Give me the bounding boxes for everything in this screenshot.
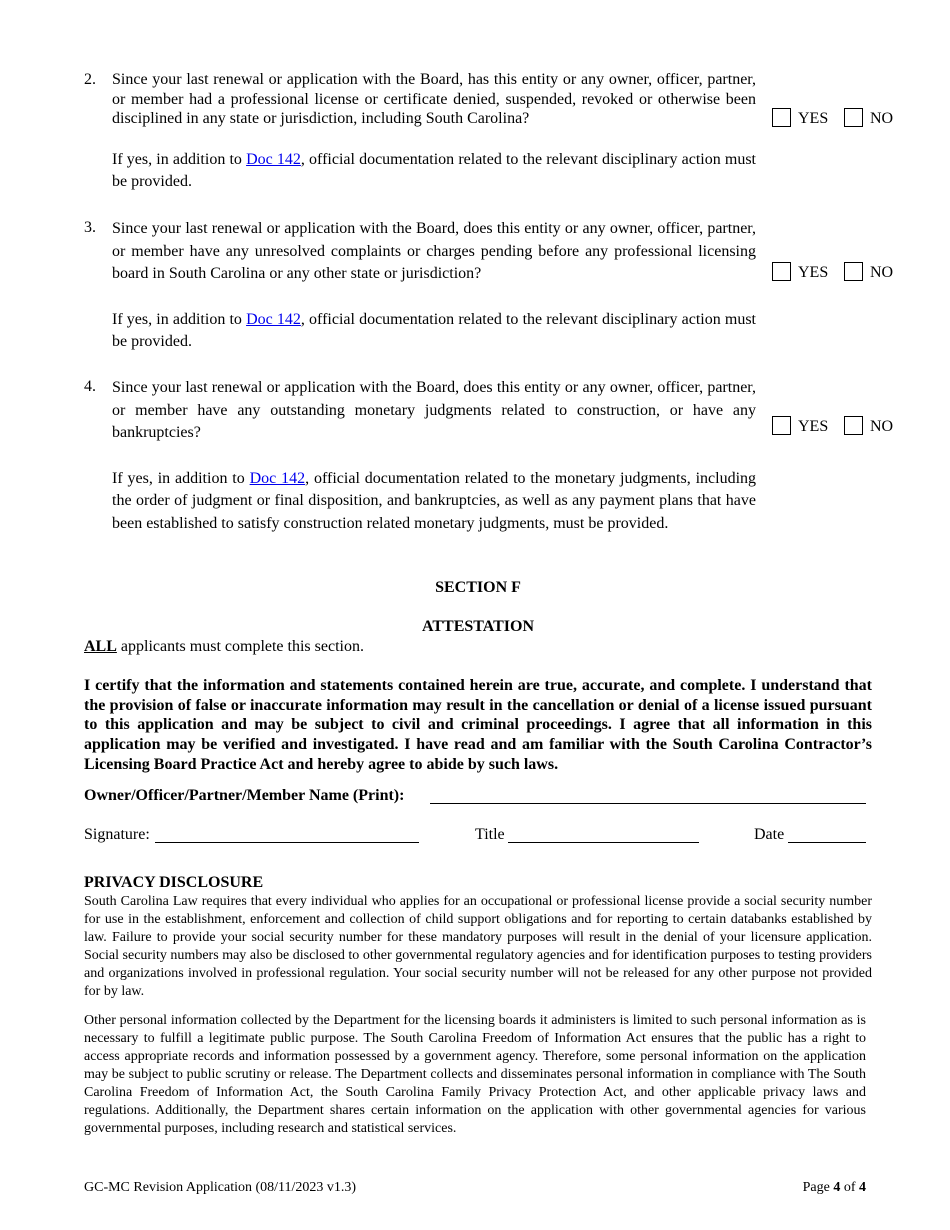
yes-label: YES [798,110,829,127]
date-line[interactable] [788,842,866,843]
doc-142-link[interactable]: Doc 142 [246,150,301,168]
question-text: Since your last renewal or application with the Board, does this entity or any owner, officer, partner, or member have any unresolved complaints or charges pending before any professional licensing board in South Carolina or any other state or jurisdiction? [112,220,756,282]
question-number: 4. [84,378,96,395]
section-title: ATTESTATION [421,618,535,635]
question-3 [84,218,756,354]
no-label: NO [870,264,894,281]
page-number: Page 4 of 4 [802,1180,866,1195]
signature-line[interactable] [155,842,419,843]
no-checkbox[interactable] [844,108,863,127]
yes-checkbox[interactable] [772,108,791,127]
question-instruction: If yes, in addition to Doc 142, official documentation related to the monetary judgments, including the order of judgment or final disposition, and bankruptcies, as well as any payment plans that have been established to satisfy construction related monetary judgments, must be provided. [112,469,757,532]
question-2 [84,70,756,194]
question-number: 2. [84,71,96,88]
privacy-paragraph-1: South Carolina Law requires that every individual who applies for an occupational or professional license provide a social security number for use in the establishment, enforcement and collection of child support obligations and for reporting to certain databanks established by law. Failure to provide your social security number for these mandatory purposes will result in the denial of your licensure application. Social security numbers may also be disclosed to other governmental regulatory agencies and for identification purposes to testing providers and organizations involved in professional regulation. Your social security number will not be released for any other purpose not provided for by law. [84,894,872,999]
question-instruction: If yes, in addition to Doc 142, official documentation related to the relevant disciplinary action must be provided. [112,150,757,190]
yes-label: YES [798,418,829,435]
question-text: Since your last renewal or application with the Board, does this entity or any owner, officer, partner, or member have any outstanding monetary judgments related to construction, or have any bankruptcies? [112,379,756,441]
form-identifier: GC-MC Revision Application (08/11/2023 v1.3) [84,1180,357,1195]
yes-label: YES [798,264,829,281]
question-instruction: If yes, in addition to Doc 142, official documentation related to the relevant disciplinary action must be provided. [112,310,757,350]
yes-no-group-3 [772,262,912,284]
all-emphasis: ALL [84,638,117,655]
certification-statement: I certify that the information and statements contained herein are true, accurate, and complete. I understand that the provision of false or inaccurate information may result in the cancellation or denial of a license issued pursuant to this application and may be subject to civil and criminal proceedings. I agree that all information in this application may be verified and investigated. I have read and am familiar with the South Carolina Contractor’s Licensing Board Practice Act and hereby agree to abide by such laws. [84,677,872,773]
privacy-heading: PRIVACY DISCLOSURE [84,874,264,891]
yes-checkbox[interactable] [772,416,791,435]
no-label: NO [870,110,894,127]
no-label: NO [870,418,894,435]
signature-label: Signature: [84,826,150,843]
question-number: 3. [84,219,96,236]
no-checkbox[interactable] [844,262,863,281]
yes-checkbox[interactable] [772,262,791,281]
title-line[interactable] [508,842,699,843]
yes-no-group-2 [772,108,912,130]
privacy-paragraph-2: Other personal information collected by the Department for the licensing boards it administers is limited to such personal information as is necessary to fulfill a legitimate public purpose. The South Carolina Freedom of Information Act ensures that the public has a right to access appropriate records and information possessed by a government agency. Therefore, some personal information on the application may be subject to public scrutiny or release. The Department collects and disseminates personal information in compliance with The South Carolina Freedom of Information Act, the South Carolina Family Privacy Protection Act, and other applicable privacy laws and regulations. Additionally, the Department shares certain information on the application with other governmental agencies for various governmental purposes, including research and statistical services. [84,1013,866,1136]
question-4 [84,377,756,535]
question-text: Since your last renewal or application with the Board, has this entity or any owner, officer, partner, or member had a professional license or certificate denied, suspended, revoked or otherwise been disciplined in any state or jurisdiction, including South Carolina? [112,71,756,127]
section-heading: SECTION F [435,579,521,596]
doc-142-link[interactable]: Doc 142 [249,469,306,487]
date-label: Date [754,826,785,843]
doc-142-link[interactable]: Doc 142 [246,310,301,328]
title-label: Title [475,826,505,843]
no-checkbox[interactable] [844,416,863,435]
yes-no-group-4 [772,416,912,438]
name-print-line[interactable] [430,803,866,804]
applicants-note: ALL applicants must complete this section. [84,638,364,655]
name-print-label: Owner/Officer/Partner/Member Name (Print): [84,787,405,804]
